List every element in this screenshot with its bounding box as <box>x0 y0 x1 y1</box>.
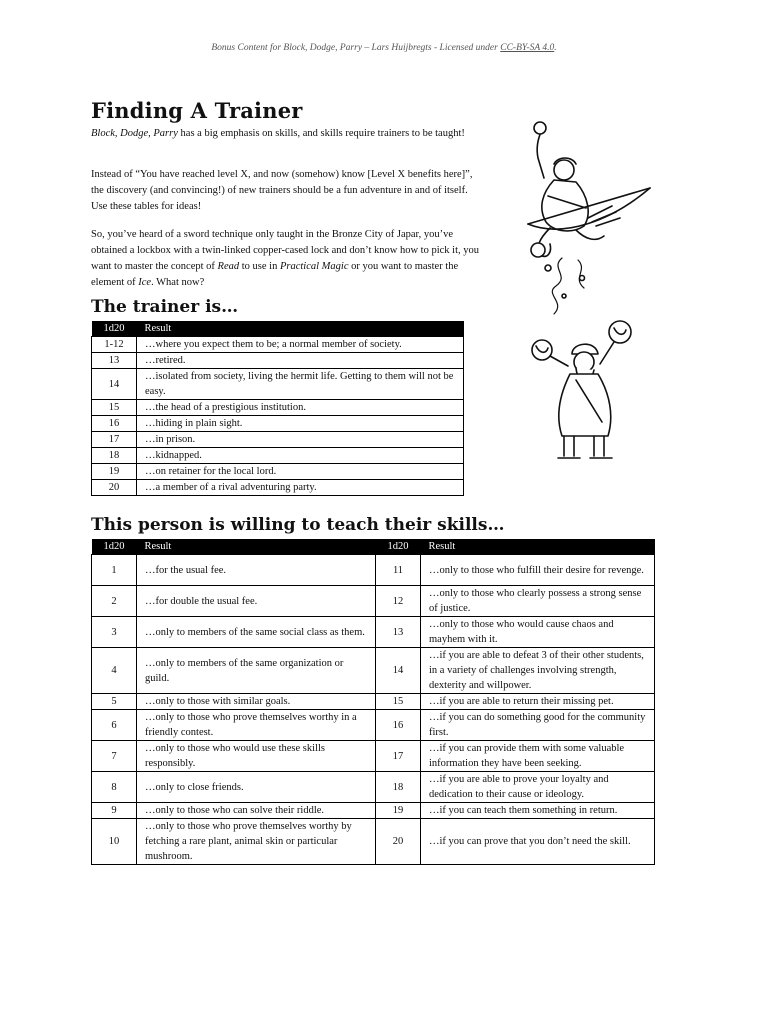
table-row <box>92 337 464 353</box>
roll-cell: 2 <box>92 586 137 617</box>
roll-cell: 9 <box>92 803 137 819</box>
roll-cell: 1-12 <box>92 337 137 353</box>
col-result-header-left: Result <box>137 539 376 555</box>
intro-p3-d: . What now? <box>151 277 205 288</box>
roll-cell: 20 <box>376 819 421 865</box>
roll-cell: 7 <box>92 741 137 772</box>
table-row <box>92 803 655 819</box>
intro-paragraph-1 <box>91 126 486 142</box>
page-header <box>0 43 768 53</box>
trainer-heading: The trainer is… <box>91 297 239 317</box>
result-cell: …if you can prove that you don’t need the skill. <box>421 819 655 865</box>
table-row <box>92 819 655 865</box>
intro-p3-em-read: Read <box>217 261 240 272</box>
intro-p3-c: or you want to master the element of <box>91 261 459 288</box>
table-row <box>92 648 655 694</box>
roll-cell: 1 <box>92 555 137 586</box>
table-row <box>92 400 464 416</box>
result-cell: …where you expect them to be; a normal member of society. <box>137 337 464 353</box>
intro-p3-em-ice: Ice <box>138 277 152 288</box>
table-row <box>92 480 464 496</box>
result-cell: …only to those with similar goals. <box>137 694 376 710</box>
roll-cell: 16 <box>92 416 137 432</box>
col-result-header: Result <box>137 321 464 337</box>
roll-cell: 8 <box>92 772 137 803</box>
table-row <box>92 741 655 772</box>
intro-p3-em-practical-magic: Practical Magic <box>279 261 349 272</box>
result-cell: …for double the usual fee. <box>137 586 376 617</box>
header-suffix: . <box>554 43 557 53</box>
result-cell: …a member of a rival adventuring party. <box>137 480 464 496</box>
roll-cell: 15 <box>376 694 421 710</box>
result-cell: …if you are able to return their missing pet. <box>421 694 655 710</box>
intro-paragraph-3 <box>91 227 486 291</box>
roll-cell: 18 <box>92 448 137 464</box>
result-cell: …if you can do something good for the community first. <box>421 710 655 741</box>
col-roll-header-left: 1d20 <box>92 539 137 555</box>
result-cell: …in prison. <box>137 432 464 448</box>
result-cell: …only to those who prove themselves worthy by fetching a rare plant, animal skin or particular mushroom. <box>137 819 376 865</box>
roll-cell: 19 <box>92 464 137 480</box>
result-cell: …only to close friends. <box>137 772 376 803</box>
col-roll-header: 1d20 <box>92 321 137 337</box>
result-cell: …if you can provide them with some valuable information they have been seeking. <box>421 741 655 772</box>
result-cell: …only to those who would cause chaos and mayhem with it. <box>421 617 655 648</box>
table-row <box>92 464 464 480</box>
col-result-header-right: Result <box>421 539 655 555</box>
result-cell: …on retainer for the local lord. <box>137 464 464 480</box>
table-row <box>92 772 655 803</box>
roll-cell: 17 <box>92 432 137 448</box>
result-cell: …if you can teach them something in return. <box>421 803 655 819</box>
roll-cell: 11 <box>376 555 421 586</box>
table-row <box>92 555 655 586</box>
result-cell: …if you are able to prove your loyalty and dedication to their cause or ideology. <box>421 772 655 803</box>
result-cell: …only to those who can solve their riddle. <box>137 803 376 819</box>
table-row <box>92 617 655 648</box>
roll-cell: 10 <box>92 819 137 865</box>
result-cell: …the head of a prestigious institution. <box>137 400 464 416</box>
result-cell: …if you are able to defeat 3 of their other students, in a variety of challenges involving strength, dexterity and willpower. <box>421 648 655 694</box>
intro-paragraph-2: Instead of “You have reached level X, and now (somehow) know [Level X benefits here]”, the discovery (and convincing!) of new trainers should be a fun adventure in and of itself. Use these tables for ideas! <box>91 169 473 212</box>
result-cell: …only to those who prove themselves worthy in a friendly contest. <box>137 710 376 741</box>
intro-p1-text: has a big emphasis on skills, and skills require trainers to be taught! <box>177 128 465 139</box>
roll-cell: 5 <box>92 694 137 710</box>
roll-cell: 13 <box>92 353 137 369</box>
header-text: Bonus Content for Block, Dodge, Parry – Lars Huijbregts - Licensed under <box>211 43 501 53</box>
intro-p3-b: to use in <box>239 261 280 272</box>
result-cell: …isolated from society, living the hermit life. Getting to them will not be easy. <box>137 369 464 400</box>
roll-cell: 14 <box>376 648 421 694</box>
roll-cell: 13 <box>376 617 421 648</box>
table-row <box>92 448 464 464</box>
roll-cell: 19 <box>376 803 421 819</box>
roll-cell: 20 <box>92 480 137 496</box>
roll-cell: 16 <box>376 710 421 741</box>
book-title: Block, Dodge, Parry <box>91 128 178 139</box>
license-link[interactable]: CC-BY-SA 4.0 <box>500 43 555 53</box>
table-header-row <box>92 539 655 555</box>
roll-cell: 6 <box>92 710 137 741</box>
table-row <box>92 586 655 617</box>
result-cell: …only to those who clearly possess a strong sense of justice. <box>421 586 655 617</box>
table-row <box>92 710 655 741</box>
result-cell: …hiding in plain sight. <box>137 416 464 432</box>
table-row <box>92 694 655 710</box>
roll-cell: 3 <box>92 617 137 648</box>
intro-p3-a: So, you’ve heard of a sword technique only taught in the Bronze City of Japar, you’ve obtained a lockbox with a twin-linked copper-cased lock and don’t know how to pick it, you want to master the concept of <box>91 229 480 272</box>
roll-cell: 14 <box>92 369 137 400</box>
skills-heading: This person is willing to teach their skills… <box>91 515 505 535</box>
table-row <box>92 353 464 369</box>
result-cell: …for the usual fee. <box>137 555 376 586</box>
trainer-illustration <box>492 118 662 463</box>
trainer-table <box>91 321 464 496</box>
table-row <box>92 432 464 448</box>
result-cell: …kidnapped. <box>137 448 464 464</box>
result-cell: …retired. <box>137 353 464 369</box>
table-header-row <box>92 321 464 337</box>
result-cell: …only to those who fulfill their desire for revenge. <box>421 555 655 586</box>
page-title: Finding A Trainer <box>91 98 303 123</box>
result-cell: …only to members of the same social class as them. <box>137 617 376 648</box>
roll-cell: 4 <box>92 648 137 694</box>
roll-cell: 18 <box>376 772 421 803</box>
table-row <box>92 369 464 400</box>
result-cell: …only to members of the same organization or guild. <box>137 648 376 694</box>
col-roll-header-right: 1d20 <box>376 539 421 555</box>
result-cell: …only to those who would use these skills responsibly. <box>137 741 376 772</box>
table-row <box>92 416 464 432</box>
roll-cell: 17 <box>376 741 421 772</box>
roll-cell: 15 <box>92 400 137 416</box>
roll-cell: 12 <box>376 586 421 617</box>
skills-table <box>91 539 655 865</box>
